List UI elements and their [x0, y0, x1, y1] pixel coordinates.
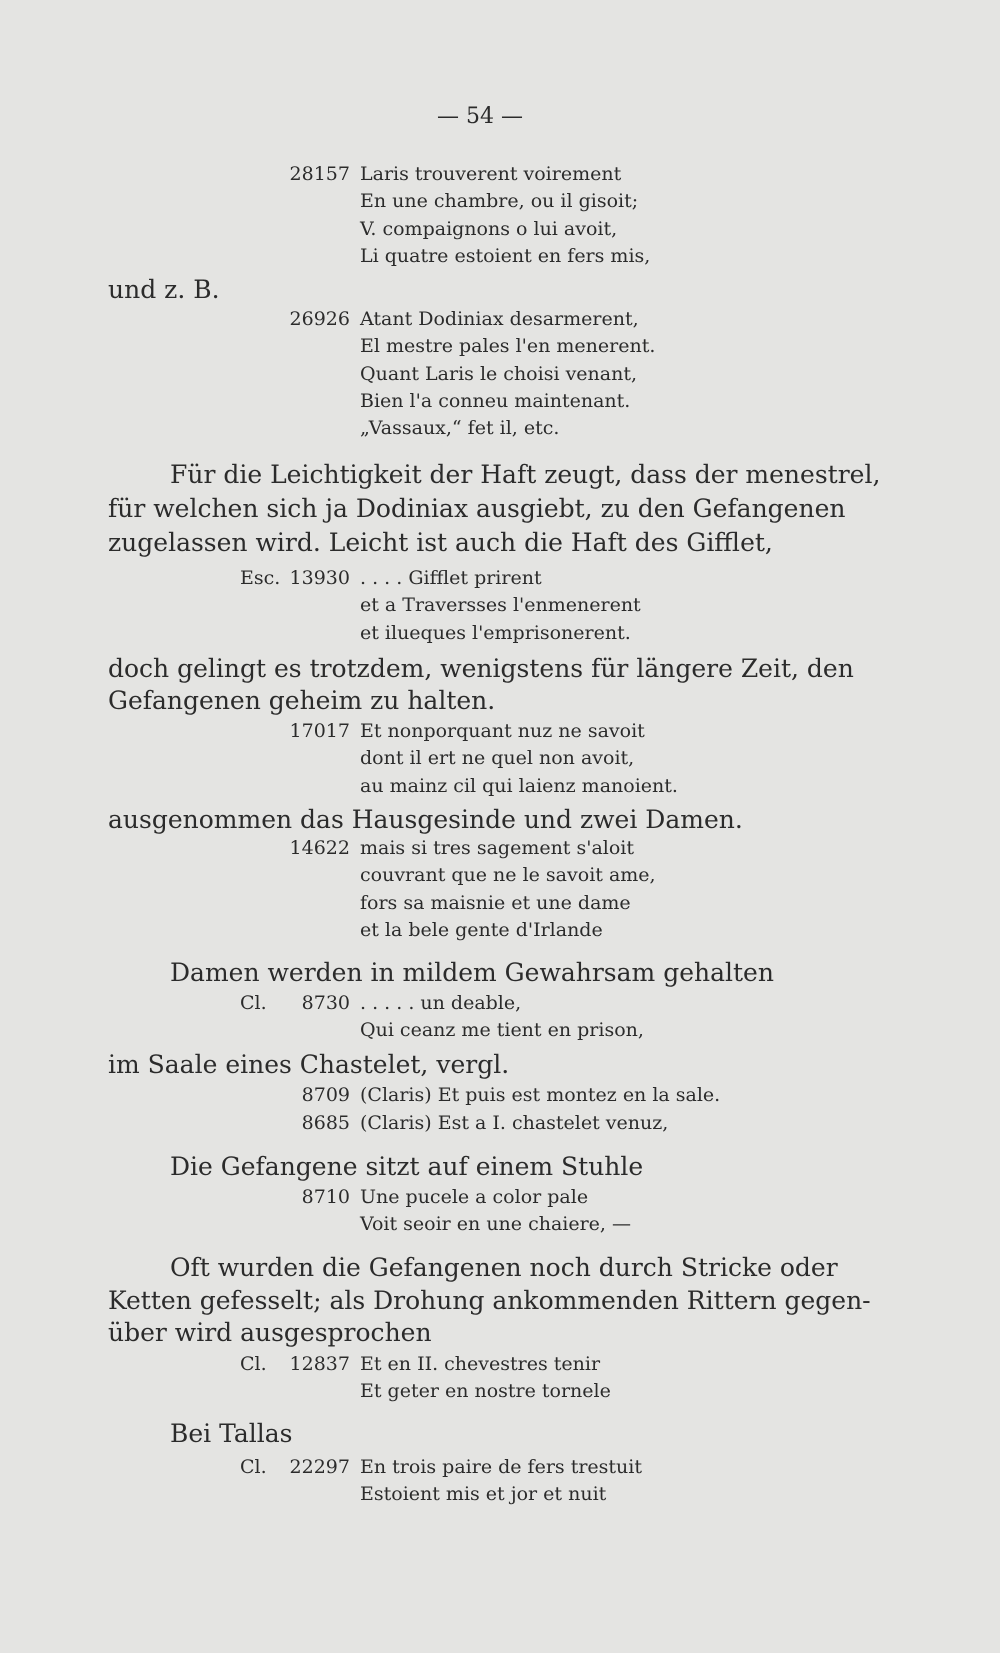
verse-line: Une pucele a color pale: [360, 1186, 589, 1208]
verse-line-number: 8685: [301, 1112, 350, 1134]
verse-line: En une chambre, ou il gisoit;: [360, 190, 639, 213]
verse-line: „Vassaux,“ fet il, etc.: [360, 417, 560, 440]
verse-line-number: 8710: [301, 1186, 350, 1208]
verse-source: Esc.: [240, 567, 281, 589]
verse-line: Qui ceanz me tient en prison,: [360, 1019, 644, 1042]
prose-line: Für die Leichtigkeit der Haft zeugt, dass der menestrel,: [170, 460, 881, 489]
verse-line: et ilueques l'emprisonerent.: [360, 621, 631, 644]
verse-line: fors sa maisnie et une dame: [360, 891, 631, 914]
verse-line: Quant Laris le choisi venant,: [360, 362, 638, 385]
verse-line: et a Traversses l'enmenerent: [360, 594, 641, 617]
verse-line: au mainz cil qui laienz manoient.: [360, 774, 678, 797]
verse-line: V. compaignons o lui avoit,: [360, 217, 618, 240]
verse-line: dont il ert ne quel non avoit,: [360, 747, 635, 770]
verse-line-number: 12837: [289, 1353, 350, 1375]
verse-line-number: 17017: [289, 720, 350, 742]
verse-source: Cl.: [240, 992, 267, 1014]
verse-line: El mestre pales l'en menerent.: [360, 335, 656, 358]
prose-line: zugelassen wird. Leicht ist auch die Haft des Gifflet,: [108, 528, 773, 557]
prose-line: Damen werden in mildem Gewahrsam gehalten: [170, 958, 774, 987]
verse-line: En trois paire de fers trestuit: [360, 1456, 642, 1478]
verse-line: Et geter en nostre tornele: [360, 1380, 611, 1403]
verse-line: (Claris) Et puis est montez en la sale.: [360, 1084, 721, 1106]
verse-line: Estoient mis et jor et nuit: [360, 1483, 607, 1506]
verse-line: couvrant que ne le savoit ame,: [360, 864, 656, 887]
verse-line: Bien l'a conneu maintenant.: [360, 389, 631, 412]
prose-line: doch gelingt es trotzdem, wenigstens für längere Zeit, den: [108, 654, 854, 683]
verse-line: . . . . Gifflet prirent: [360, 567, 542, 589]
verse-source: Cl.: [240, 1353, 267, 1375]
verse-line: Atant Dodiniax desarmerent,: [360, 308, 639, 330]
verse-line-number: 8709: [301, 1084, 350, 1106]
prose-line: Gefangenen geheim zu halten.: [108, 686, 496, 715]
prose-line: ausgenommen das Hausgesinde und zwei Damen.: [108, 805, 743, 834]
page-number: — 54 —: [437, 104, 523, 129]
verse-line-number: 26926: [289, 308, 350, 330]
prose-line: Bei Tallas: [170, 1419, 293, 1448]
verse-line: . . . . . un deable,: [360, 992, 522, 1014]
verse-line-number: 8730: [301, 992, 350, 1014]
verse-line: mais si tres sagement s'aloit: [360, 837, 635, 859]
prose-line: und z. B.: [108, 275, 220, 304]
prose-line: im Saale eines Chastelet, vergl.: [108, 1050, 510, 1079]
prose-line: Die Gefangene sitzt auf einem Stuhle: [170, 1152, 644, 1181]
verse-source: Cl.: [240, 1456, 267, 1478]
verse-line: Li quatre estoient en fers mis,: [360, 244, 651, 267]
verse-line: et la bele gente d'Irlande: [360, 918, 603, 941]
prose-line: über wird ausgesprochen: [108, 1318, 432, 1347]
verse-line-number: 14622: [289, 837, 350, 859]
verse-line: Et nonporquant nuz ne savoit: [360, 720, 645, 742]
verse-line-number: 13930: [289, 567, 350, 589]
verse-line: Voit seoir en une chaiere, —: [360, 1213, 632, 1236]
verse-line: (Claris) Est a I. chastelet venuz,: [360, 1112, 669, 1134]
verse-line: Laris trouverent voirement: [360, 163, 622, 185]
prose-line: für welchen sich ja Dodiniax ausgiebt, zu den Gefangenen: [108, 494, 846, 523]
verse-line: Et en II. chevestres tenir: [360, 1353, 601, 1375]
prose-line: Ketten gefesselt; als Drohung ankommenden Rittern gegen-: [108, 1286, 871, 1315]
verse-line-number: 22297: [289, 1456, 350, 1478]
verse-line-number: 28157: [289, 163, 350, 185]
prose-line: Oft wurden die Gefangenen noch durch Stricke oder: [170, 1253, 838, 1282]
